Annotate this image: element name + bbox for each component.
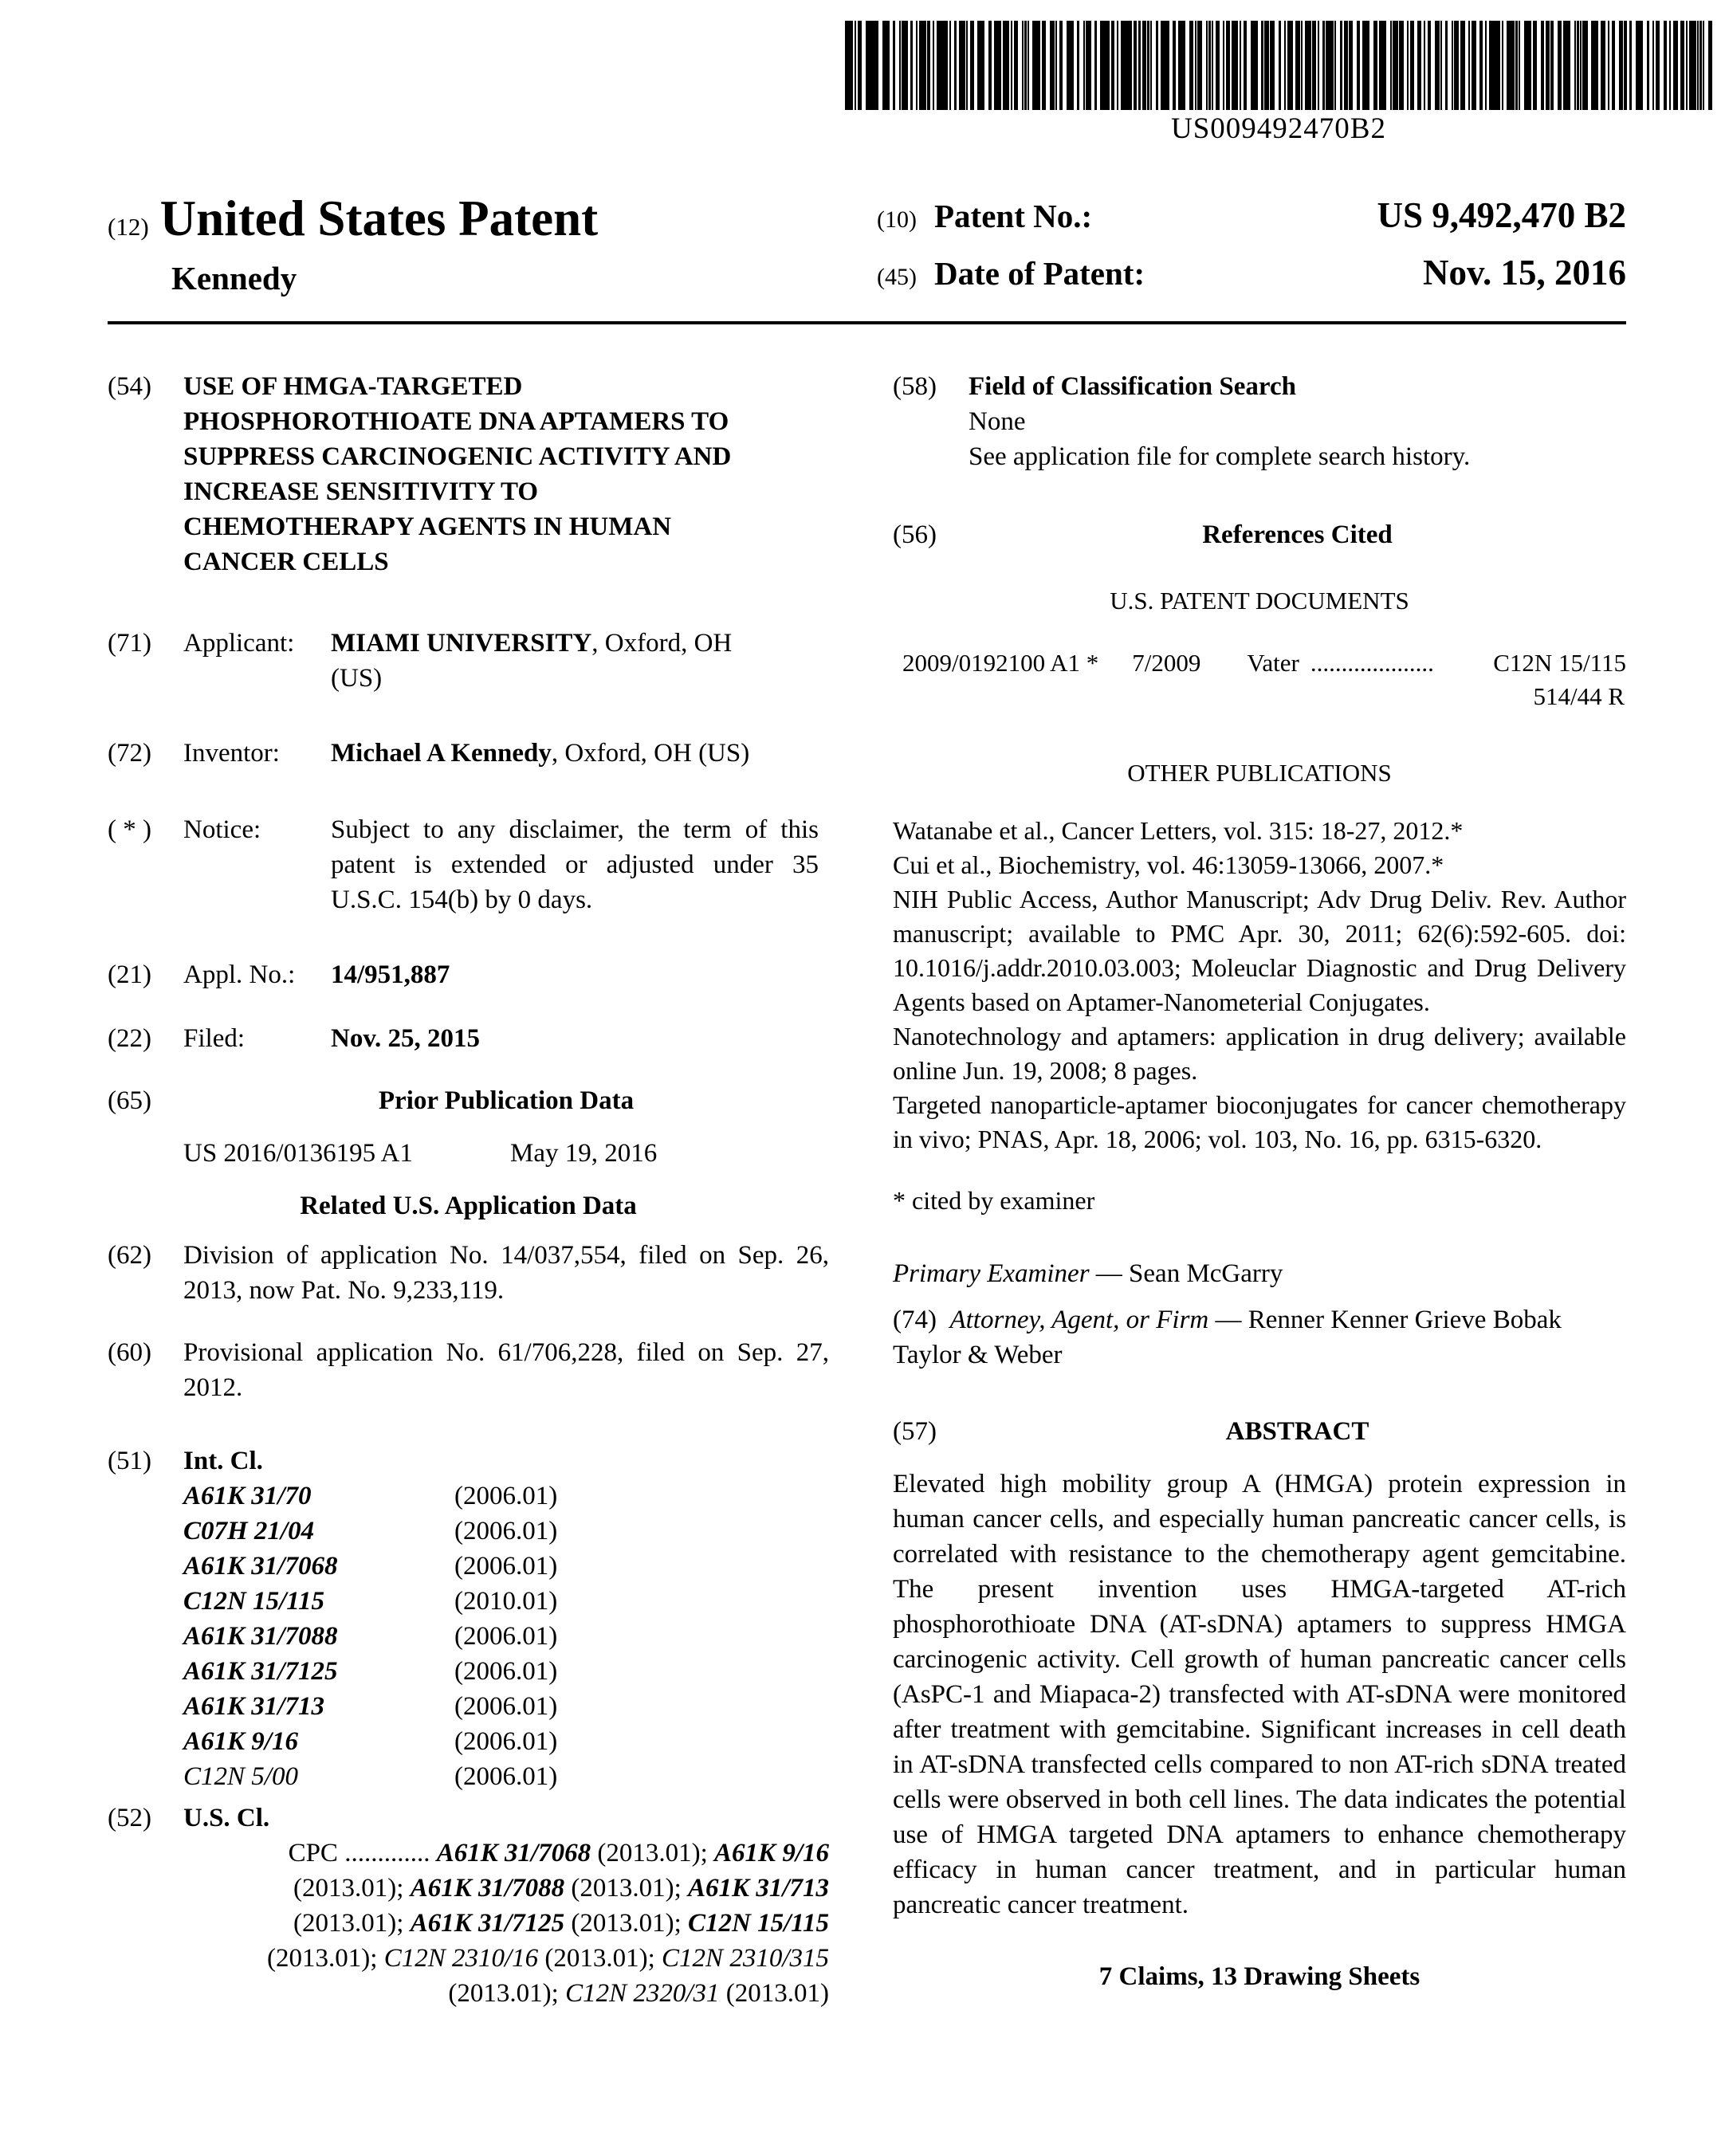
int-cl-code: C12N 15/115: [183, 1587, 324, 1616]
barcode-number: US009492470B2: [1171, 112, 1386, 145]
provisional-section: [108, 1335, 829, 1405]
prior-publication-date: May 19, 2016: [510, 1139, 658, 1168]
field-search-note: See application file for complete search history.: [969, 442, 1471, 471]
body-columns: [108, 369, 1626, 2011]
barcode-image: [845, 21, 1712, 110]
applicant-section: [108, 626, 829, 696]
cpc-classification-text: [183, 1836, 829, 2011]
us-doc-classification-2: 514/44 R: [1533, 682, 1625, 710]
page-title: United States Patent: [159, 190, 599, 246]
field-code-57: (57): [893, 1417, 937, 1446]
cpc-code: C12N 2310/315: [662, 1944, 829, 1973]
patent-date-label: Date of Patent:: [934, 255, 1145, 292]
int-cl-year: (2006.01): [454, 1692, 558, 1721]
us-cl-heading-row: [108, 1801, 829, 1836]
cpc-code-year: (2013.01);: [564, 1874, 689, 1903]
cpc-code: C12N 2320/31: [565, 1979, 720, 2008]
applicant-name: MIAMI UNIVERSITY: [331, 629, 592, 658]
int-cl-entry: [108, 1479, 829, 1514]
us-cl-heading: U.S. Cl.: [183, 1804, 270, 1832]
prior-publication-entry: [183, 1136, 829, 1171]
field-search-none: None: [969, 407, 1026, 436]
invention-title-section: [108, 369, 829, 579]
application-number-value: 14/951,887: [331, 960, 450, 989]
cpc-code: A61K 31/7068: [436, 1839, 591, 1867]
int-cl-heading-row: [108, 1443, 829, 1479]
other-publications-list: [893, 814, 1626, 1157]
int-cl-year: (2006.01): [454, 1762, 558, 1791]
field-code-56: (56): [893, 520, 937, 549]
int-cl-heading: Int. Cl.: [183, 1447, 263, 1475]
int-cl-code: C07H 21/04: [183, 1517, 315, 1545]
barcode-area: [0, 0, 1725, 147]
cpc-code-year: (2013.01): [719, 1979, 829, 2008]
int-cl-year: (2006.01): [454, 1622, 558, 1651]
us-doc-dotted-leader: ....................: [1310, 649, 1434, 677]
int-cl-code: A61K 9/16: [183, 1727, 298, 1756]
field-search-heading: Field of Classification Search: [969, 372, 1296, 401]
abstract-text: Elevated high mobility group A (HMGA) protein expression in human cancer cells, and especially human pancreatic cancer cells, is correlated with resistance to the chemotherapy agent gemcitabine. The present invention uses HMGA-targeted AT-rich phosphorothioate DNA (AT-sDNA) aptamers to suppress HMGA carcinogenic activity. Cell growth of human pancreatic cancer cells (AsPC-1 and Miapaca-2) transfected with AT-sDNA were monitored after treatment with gemcitabine. Significant increases in cell death in AT-sDNA transfected cells compared to non AT-rich sDNA treated cells were observed in both cell lines. The data indicates the potential use of HMGA targeted DNA aptamers to enhance chemotherapy efficacy in human cancer treatment, and in particular human pancreatic cancer treatment.: [893, 1470, 1626, 1919]
int-cl-entry: [108, 1549, 829, 1584]
applicant-label: Applicant:: [183, 629, 295, 658]
field-code-52: (52): [108, 1804, 151, 1832]
int-cl-year: (2006.01): [454, 1727, 558, 1756]
int-cl-code: A61K 31/70: [183, 1482, 312, 1510]
left-column: [108, 369, 829, 2011]
applicant-country: (US): [331, 664, 383, 693]
notice-text: Subject to any disclaimer, the term of this patent is extended or adjusted under 35 U.S.C. 154(b) by 0 days.: [331, 815, 819, 914]
inventor-surname: Kennedy: [171, 260, 297, 296]
int-cl-code: C12N 5/00: [183, 1762, 298, 1791]
int-cl-code: A61K 31/7125: [183, 1657, 338, 1686]
int-cl-code: A61K 31/713: [183, 1692, 324, 1721]
prior-publication-section: [108, 1083, 829, 1118]
field-code-22: (22): [108, 1024, 151, 1053]
cpc-dotted-leader: .............: [337, 1839, 437, 1867]
provisional-text: Provisional application No. 61/706,228, filed on Sep. 27, 2012.: [183, 1338, 829, 1402]
us-doc-inventor-name: Vater: [1247, 649, 1299, 677]
cpc-code-year: (2013.01);: [293, 1909, 411, 1938]
inventor-label: Inventor:: [183, 739, 280, 768]
division-section: [108, 1238, 829, 1308]
notice-label: Notice:: [183, 815, 261, 844]
int-cl-year: (2006.01): [454, 1517, 558, 1545]
cpc-label: CPC: [288, 1839, 338, 1867]
header: [108, 190, 1626, 297]
inventor-value: [331, 736, 829, 771]
field-code-54: (54): [108, 372, 151, 401]
int-cl-year: (2006.01): [454, 1482, 558, 1510]
cpc-code-year: (2013.01);: [564, 1909, 689, 1938]
field-code-21: (21): [108, 960, 151, 989]
cpc-code: A61K 9/16: [714, 1839, 829, 1867]
us-doc-date: 7/2009: [1132, 649, 1201, 677]
field-code-71: (71): [108, 629, 151, 658]
right-column: [893, 369, 1626, 2011]
cpc-code-year: (2013.01);: [448, 1979, 566, 2008]
applicant-location: , Oxford, OH: [591, 629, 733, 658]
int-cl-entry: [108, 1619, 829, 1654]
int-cl-entry: [108, 1584, 829, 1619]
int-cl-entry: [108, 1724, 829, 1759]
field-code-72: (72): [108, 739, 151, 768]
cpc-code: C12N 15/115: [688, 1909, 829, 1938]
document-kind-line: [108, 190, 877, 248]
patent-date-field-code: (45): [877, 264, 917, 290]
field-code-58: (58): [893, 372, 937, 401]
primary-examiner-label: Primary Examiner: [893, 1259, 1090, 1288]
application-number-label: Appl. No.:: [183, 960, 296, 989]
field-search-section: [893, 369, 1626, 404]
inventor-location: , Oxford, OH (US): [551, 739, 750, 768]
attorney-label: Attorney, Agent, or Firm: [949, 1306, 1209, 1334]
patent-number-value: US 9,492,470 B2: [1377, 195, 1626, 235]
abstract-section: [893, 1414, 1626, 1449]
header-right: [877, 194, 1626, 293]
us-patent-documents-heading: U.S. PATENT DOCUMENTS: [1110, 587, 1409, 615]
attorney-line: [893, 1302, 1626, 1373]
division-text: Division of application No. 14/037,554, filed on Sep. 26, 2013, now Pat. No. 9,233,119.: [183, 1241, 829, 1305]
publication-reference: Watanabe et al., Cancer Letters, vol. 315: 18-27, 2012.*: [893, 816, 1464, 845]
publication-reference: Cui et al., Biochemistry, vol. 46:13059-13066, 2007.*: [893, 850, 1444, 879]
cpc-code-year: (2013.01);: [538, 1944, 662, 1973]
document-kind-number: (12): [108, 213, 149, 241]
int-cl-year: (2006.01): [454, 1657, 558, 1686]
cpc-code-year: (2013.01);: [591, 1839, 715, 1867]
int-cl-entry: [108, 1759, 829, 1794]
inventor-section: [108, 736, 829, 771]
cited-by-examiner-note: * cited by examiner: [893, 1186, 1095, 1215]
field-code-notice: ( * ): [108, 815, 151, 844]
abstract-heading: ABSTRACT: [1225, 1417, 1369, 1446]
applicant-value: [331, 626, 829, 696]
publication-reference: Targeted nanoparticle-aptamer bioconjugates for cancer chemotherapy in vivo; PNAS, Apr. 18, 2006; vol. 103, No. 16, pp. 6315-6320.: [893, 1090, 1626, 1153]
cpc-code: A61K 31/7125: [410, 1909, 565, 1938]
int-cl-code: A61K 31/7088: [183, 1622, 338, 1651]
claims-drawing-sheets-note: 7 Claims, 13 Drawing Sheets: [1098, 1962, 1420, 1991]
cpc-code: C12N 2310/16: [383, 1944, 539, 1973]
cpc-code-year: (2013.01);: [293, 1874, 411, 1903]
int-cl-entry: [108, 1654, 829, 1689]
primary-examiner-name: — Sean McGarry: [1089, 1259, 1283, 1288]
application-number-section: [108, 957, 829, 992]
other-publications-heading: OTHER PUBLICATIONS: [1127, 759, 1392, 787]
int-cl-year: (2010.01): [454, 1587, 558, 1616]
prior-publication-heading: Prior Publication Data: [378, 1086, 635, 1115]
field-code-51: (51): [108, 1447, 151, 1475]
cpc-code: A61K 31/7088: [410, 1874, 565, 1903]
patent-number-field-code: (10): [877, 206, 917, 233]
field-code-74: (74): [893, 1306, 937, 1334]
field-code-65: (65): [108, 1086, 151, 1115]
notice-section: [108, 812, 829, 917]
us-doc-classification: C12N 15/115: [1493, 649, 1626, 677]
publication-reference: NIH Public Access, Author Manuscript; Adv Drug Deliv. Rev. Author manuscript; available to PMC Apr. 30, 2011; 62(6):592-605. doi: 10.1016/j.addr.2010.03.003; Moleuclar Diagnostic and Drug Delivery Agents based on Aptamer-Nanometerial Conjugates.: [893, 885, 1626, 1016]
invention-title: USE OF HMGA-TARGETED PHOSPHOROTHIOATE DNA APTAMERS TO SUPPRESS CARCINOGENIC ACTIVITY AND INCREASE SENSITIVITY TO CHEMOTHERAPY AGENTS IN HUMAN CANCER CELLS: [183, 372, 732, 576]
references-cited-section: [893, 517, 1626, 552]
filed-label: Filed:: [183, 1024, 246, 1053]
int-cl-code: A61K 31/7068: [183, 1552, 338, 1581]
cpc-code: A61K 31/713: [688, 1874, 829, 1903]
barcode-wrap: [845, 21, 1712, 147]
header-left: [108, 190, 877, 297]
cpc-code-year: (2013.01);: [267, 1944, 384, 1973]
patent-date-value: Nov. 15, 2016: [1422, 253, 1626, 293]
patent-number-label: Patent No.:: [934, 198, 1093, 234]
int-cl-entry: [108, 1514, 829, 1549]
filed-value: Nov. 25, 2015: [331, 1024, 481, 1053]
prior-publication-number: US 2016/0136195 A1: [183, 1139, 413, 1168]
field-code-60: (60): [108, 1338, 151, 1367]
us-patent-document-row: [893, 646, 1626, 680]
inventor-name: Michael A Kennedy: [331, 739, 552, 768]
filed-section: [108, 1021, 829, 1056]
us-doc-publication-number: 2009/0192100 A1 *: [902, 649, 1099, 677]
publication-reference: Nanotechnology and aptamers: application in drug delivery; available online Jun. 19, 2008; 8 pages.: [893, 1022, 1626, 1085]
attorney-firm-name: — Renner Kenner Grieve Bobak Taylor & Weber: [893, 1306, 1562, 1369]
int-cl-year: (2006.01): [454, 1552, 558, 1581]
references-cited-heading: References Cited: [1202, 520, 1393, 549]
header-divider: [108, 321, 1626, 324]
field-code-62: (62): [108, 1241, 151, 1270]
int-cl-entry: [108, 1689, 829, 1724]
primary-examiner-line: [893, 1256, 1626, 1291]
related-application-heading: Related U.S. Application Data: [300, 1192, 637, 1220]
